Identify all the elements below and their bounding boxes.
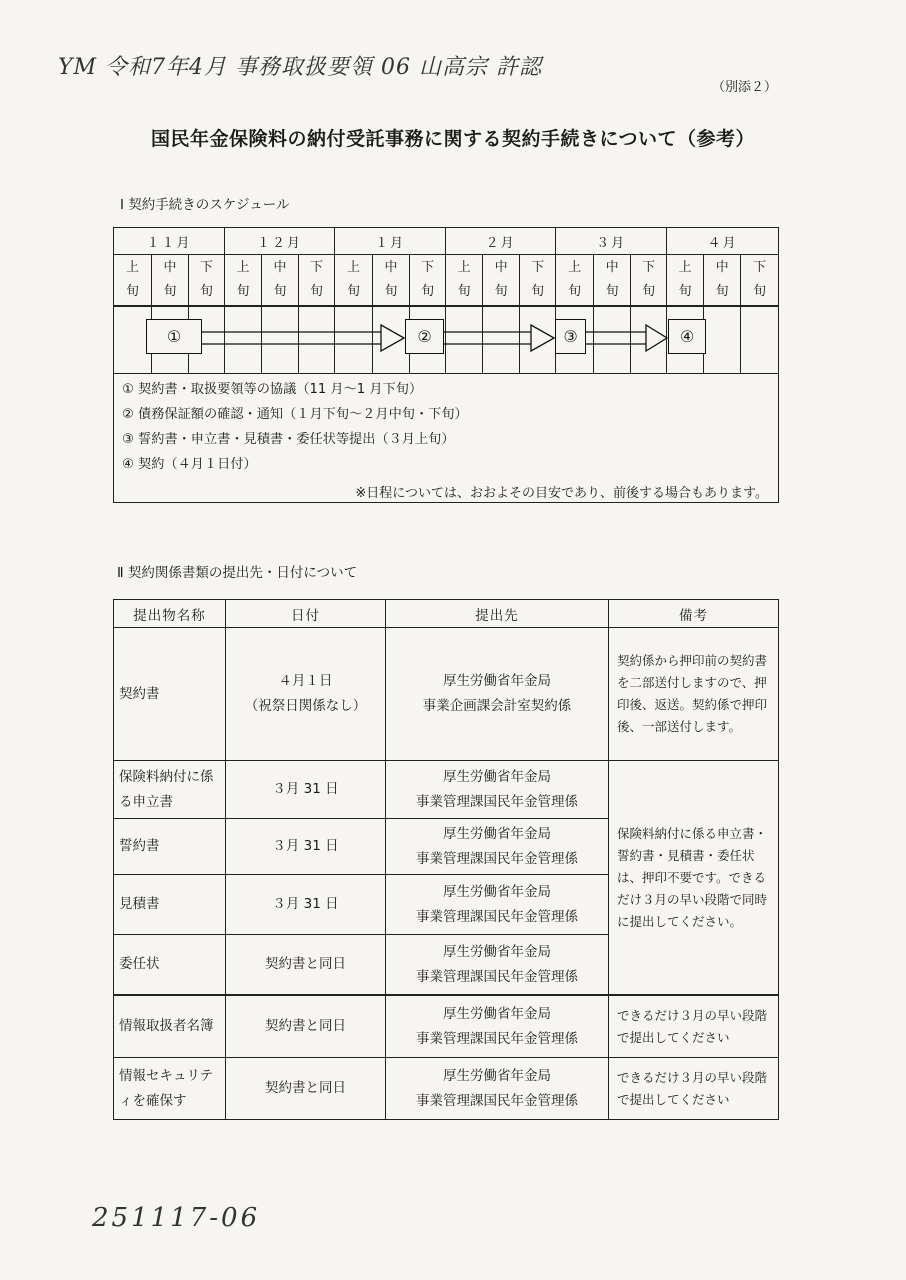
period-cell	[556, 255, 594, 307]
doc-destination	[386, 761, 609, 819]
period-bottom: 旬	[310, 284, 324, 299]
section1-heading: Ⅰ 契約手続きのスケジュール	[120, 197, 290, 213]
dest-line2: 事業管理課国民年金管理係	[416, 968, 578, 985]
period-cell	[114, 255, 152, 307]
month-header: １２月	[225, 228, 335, 255]
dest-line1: 厚生労働省年金局	[443, 943, 551, 960]
period-top: 下	[310, 260, 324, 275]
period-bottom: 旬	[494, 284, 508, 299]
gantt-cell	[262, 306, 299, 374]
table-row	[114, 761, 779, 819]
doc-remarks: できるだけ３月の早い段階で提出してください	[609, 1058, 779, 1120]
dest-line1: 厚生労働省年金局	[443, 768, 551, 785]
doc-name: 契約書	[114, 628, 226, 761]
period-top: 中	[163, 260, 177, 275]
dest-line1: 厚生労働省年金局	[443, 883, 551, 900]
gantt-cell	[299, 306, 335, 374]
period-top: 中	[605, 260, 619, 275]
dest-line2: 事業管理課国民年金管理係	[416, 1092, 578, 1109]
gantt-cell	[556, 306, 594, 374]
period-top: 下	[753, 260, 767, 275]
period-top: 下	[421, 260, 435, 275]
period-top: 上	[568, 260, 582, 275]
period-bottom: 旬	[642, 284, 656, 299]
period-cell	[335, 255, 373, 307]
period-bottom: 旬	[678, 284, 692, 299]
period-bottom: 旬	[457, 284, 471, 299]
dest-line2: 事業管理課国民年金管理係	[416, 850, 578, 867]
gantt-cell	[446, 306, 483, 374]
doc-destination	[386, 819, 609, 875]
gantt-cell	[667, 306, 704, 374]
period-bottom: 旬	[605, 284, 619, 299]
gantt-cell	[520, 306, 556, 374]
doc-date: 契約書と同日	[226, 1058, 386, 1120]
gantt-cell	[335, 306, 373, 374]
doc-destination	[386, 935, 609, 996]
step-2: ② 債務保証額の確認・通知（１月下旬～２月中旬・下旬）	[122, 407, 468, 422]
gantt-step-2-box: ②	[405, 319, 444, 354]
period-cell	[631, 255, 667, 307]
month-header: １１月	[114, 228, 225, 255]
period-bottom: 旬	[531, 284, 545, 299]
period-top: 上	[678, 260, 692, 275]
document-title: 国民年金保険料の納付受託事務に関する契約手続きについて（参考）	[150, 128, 756, 150]
doc-destination	[386, 875, 609, 935]
doc-name: 保険料納付に係る申立書	[114, 761, 226, 819]
doc-name: 情報取扱者名簿	[114, 995, 226, 1058]
month-header: ３月	[556, 228, 667, 255]
step-4: ④ 契約（４月１日付）	[122, 457, 257, 472]
month-header: １月	[335, 228, 446, 255]
period-top: 上	[125, 260, 139, 275]
period-top: 上	[347, 260, 361, 275]
attachment-label: （別添２）	[712, 80, 778, 95]
doc-name: 情報セキュリティを確保す	[114, 1058, 226, 1120]
header-doc-name: 提出物名称	[114, 600, 226, 628]
gantt-cell	[594, 306, 631, 374]
header-date: 日付	[226, 600, 386, 628]
period-cell	[741, 255, 779, 307]
doc-destination	[386, 1058, 609, 1120]
doc-date: 契約書と同日	[226, 935, 386, 996]
period-top: 上	[457, 260, 471, 275]
period-bottom: 旬	[568, 284, 582, 299]
month-header: ４月	[667, 228, 779, 255]
doc-remarks: できるだけ３月の早い段階で提出してください	[609, 995, 779, 1058]
dest-line2: 事業企画課会計室契約係	[422, 698, 572, 714]
period-cell	[225, 255, 262, 307]
table-row	[114, 1058, 779, 1120]
gantt-cell	[741, 306, 779, 374]
period-bottom: 旬	[125, 284, 139, 299]
period-cell	[446, 255, 483, 307]
doc-date: ３月 31 日	[226, 875, 386, 935]
dest-line1: 厚生労働省年金局	[443, 825, 551, 842]
period-bottom: 旬	[715, 284, 729, 299]
schedule-legend	[113, 374, 779, 503]
period-top: 下	[200, 260, 214, 275]
period-bottom: 旬	[163, 284, 177, 299]
gantt-cell	[483, 306, 520, 374]
gantt-step-3-box: ③	[555, 319, 586, 354]
doc-destination	[386, 628, 609, 761]
header-remarks: 備考	[609, 600, 779, 628]
period-cell	[594, 255, 631, 307]
gantt-cell	[704, 306, 741, 374]
doc-date: ３月 31 日	[226, 761, 386, 819]
handwritten-bottom-note: 251117-06	[92, 1203, 261, 1233]
period-bottom: 旬	[200, 284, 214, 299]
period-cell	[152, 255, 189, 307]
period-cell	[520, 255, 556, 307]
period-cell	[667, 255, 704, 307]
period-top: 中	[273, 260, 287, 275]
documents-table	[113, 599, 779, 1120]
dest-line1: 厚生労働省年金局	[443, 1067, 551, 1084]
header-destination: 提出先	[386, 600, 609, 628]
gantt-cell	[152, 306, 189, 374]
gantt-cell	[189, 306, 225, 374]
period-bottom: 旬	[421, 284, 435, 299]
gantt-cell	[410, 306, 446, 374]
doc-date-line1: ４月１日	[278, 673, 333, 689]
period-top: 中	[494, 260, 508, 275]
period-bottom: 旬	[273, 284, 287, 299]
dest-line2: 事業管理課国民年金管理係	[416, 1030, 578, 1047]
schedule-table	[113, 227, 779, 374]
period-top: 下	[531, 260, 545, 275]
period-top: 下	[642, 260, 656, 275]
gantt-cell	[631, 306, 667, 374]
dest-line2: 事業管理課国民年金管理係	[416, 793, 578, 810]
period-cell	[262, 255, 299, 307]
schedule-note: ※日程については、おおよその目安であり、前後する場合もあります。	[355, 486, 768, 501]
section2-heading: Ⅱ 契約関係書類の提出先・日付について	[117, 565, 358, 581]
doc-destination	[386, 995, 609, 1058]
period-cell	[483, 255, 520, 307]
doc-date: ３月 31 日	[226, 819, 386, 875]
handwritten-top-note: YM 令和7年4月 事務取扱要領 06 山高宗 許認	[58, 55, 543, 80]
doc-date: 契約書と同日	[226, 995, 386, 1058]
period-bottom: 旬	[753, 284, 767, 299]
period-bottom: 旬	[236, 284, 250, 299]
doc-remarks: 契約係から押印前の契約書を二部送付しますので、押印後、返送。契約係で押印後、一部送付します。	[609, 628, 779, 761]
gantt-cell	[114, 306, 152, 374]
dest-line2: 事業管理課国民年金管理係	[416, 908, 578, 925]
dest-line1: 厚生労働省年金局	[443, 1005, 551, 1022]
doc-name: 見積書	[114, 875, 226, 935]
doc-name: 委任状	[114, 935, 226, 996]
merged-remarks: 保険料納付に係る申立書・誓約書・見積書・委任状は、押印不要です。できるだけ３月の早い段階で同時に提出してください。	[609, 761, 779, 996]
table-row	[114, 628, 779, 761]
gantt-step-4-box: ④	[668, 319, 706, 354]
gantt-cell	[225, 306, 262, 374]
month-header: ２月	[446, 228, 556, 255]
period-bottom: 旬	[384, 284, 398, 299]
period-top: 中	[715, 260, 729, 275]
period-bottom: 旬	[347, 284, 361, 299]
period-cell	[373, 255, 410, 307]
step-1: ① 契約書・取扱要領等の協議（11 月～1 月下旬）	[122, 382, 423, 397]
table-row	[114, 995, 779, 1058]
gantt-cell	[373, 306, 410, 374]
period-cell	[189, 255, 225, 307]
period-cell	[410, 255, 446, 307]
period-top: 中	[384, 260, 398, 275]
doc-name: 誓約書	[114, 819, 226, 875]
dest-line1: 厚生労働省年金局	[443, 673, 551, 689]
period-cell	[704, 255, 741, 307]
period-top: 上	[236, 260, 250, 275]
step-3: ③ 誓約書・申立書・見積書・委任状等提出（３月上旬）	[122, 432, 455, 447]
doc-date-line2: （祝祭日関係なし）	[244, 698, 367, 714]
gantt-step-1-box: ①	[146, 319, 202, 354]
doc-date	[226, 628, 386, 761]
period-cell	[299, 255, 335, 307]
